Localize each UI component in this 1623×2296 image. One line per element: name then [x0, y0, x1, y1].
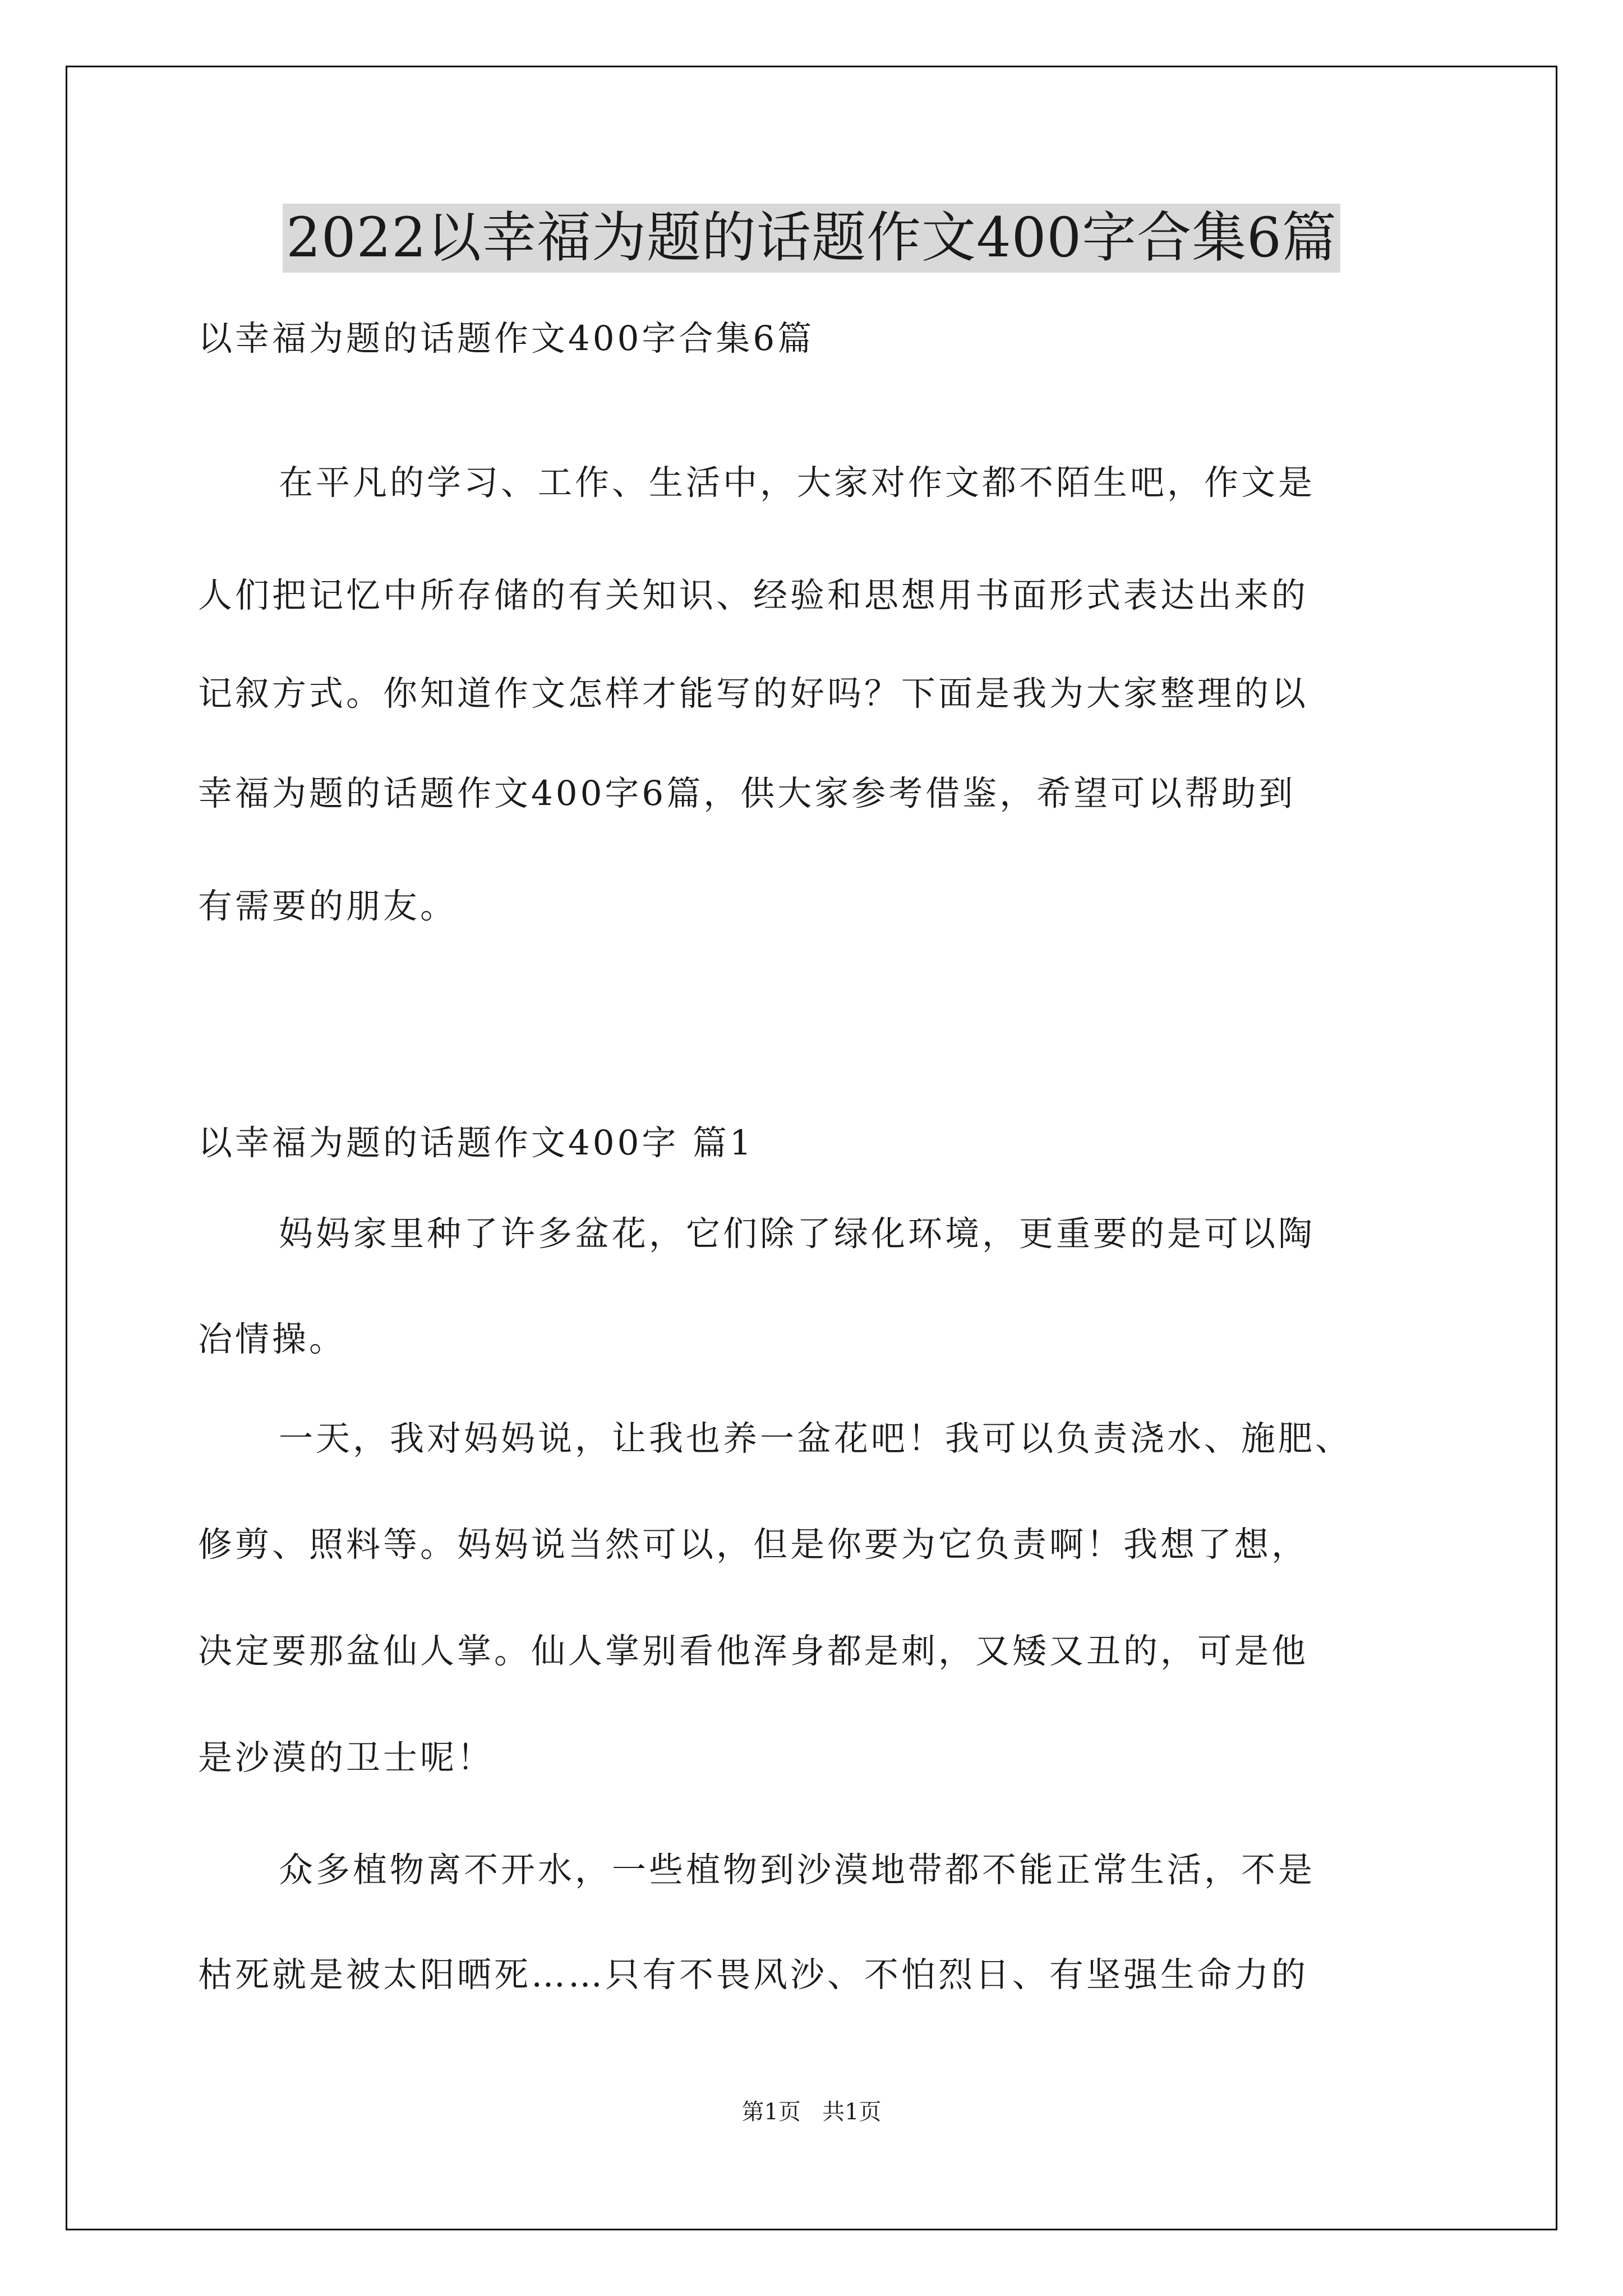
- page-number: 第1页: [741, 2099, 801, 2125]
- essay-paragraph-2-line-3: 决定要那盆仙人掌。仙人掌别看他浑身都是刺，又矮又丑的，可是他: [198, 1631, 1309, 1671]
- essay-paragraph-2-line-2: 修剪、照料等。妈妈说当然可以，但是你要为它负责啊！我想了想，: [198, 1525, 1309, 1565]
- essay-paragraph-2-line-4: 是沙漠的卫士呢！: [198, 1738, 495, 1778]
- document-title: [0, 204, 1623, 273]
- essay-paragraph-3-line-2: 枯死就是被太阳晒死……只有不畏风沙、不怕烈日、有坚强生命力的: [198, 1955, 1309, 1995]
- page-total: 共1页: [822, 2099, 882, 2125]
- subtitle-line: 以幸福为题的话题作文400字合集6篇: [198, 319, 815, 358]
- page-footer: [0, 2101, 1623, 2123]
- essay-paragraph-3-line-1: 众多植物离不开水，一些植物到沙漠地带都不能正常生活，不是: [279, 1850, 1316, 1890]
- intro-paragraph-line-4: 幸福为题的话题作文400字6篇，供大家参考借鉴，希望可以帮助到: [198, 774, 1296, 813]
- document-title-text: 2022以幸福为题的话题作文400字合集6篇: [283, 204, 1340, 273]
- intro-paragraph-line-5: 有需要的朋友。: [198, 886, 458, 926]
- intro-paragraph-line-2: 人们把记忆中所存储的有关知识、经验和思想用书面形式表达出来的: [198, 576, 1309, 615]
- section-heading: 以幸福为题的话题作文400字 篇1: [198, 1123, 754, 1163]
- essay-paragraph-1-line-1: 妈妈家里种了许多盆花，它们除了绿化环境，更重要的是可以陶: [279, 1214, 1316, 1254]
- intro-paragraph-line-3: 记叙方式。你知道作文怎样才能写的好吗？下面是我为大家整理的以: [198, 674, 1309, 714]
- intro-paragraph-line-1: 在平凡的学习、工作、生活中，大家对作文都不陌生吧，作文是: [279, 463, 1316, 503]
- essay-paragraph-2-line-1: 一天，我对妈妈说，让我也养一盆花吧！我可以负责浇水、施肥、: [279, 1419, 1353, 1458]
- essay-paragraph-1-line-2: 冶情操。: [198, 1319, 347, 1359]
